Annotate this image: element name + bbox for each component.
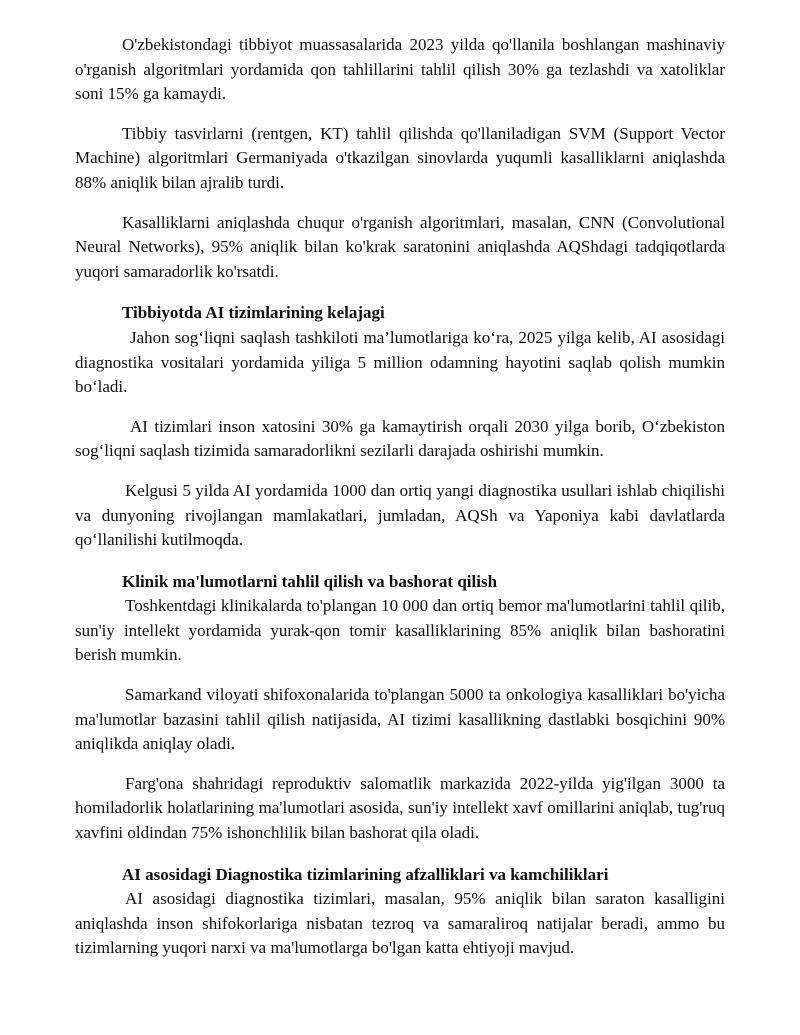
section-heading-ai-future: Tibbiyotda AI tizimlarining kelajagi — [122, 303, 385, 323]
paragraph: Kasalliklarni aniqlashda chuqur o'rganish algoritmlari, masalan, CNN (Convolutional Neural Networks), 95% aniqlik bilan ko'krak saratonini aniqlashda AQShdagi tadqiqotlarda yuqori samaradorlik ko'rsatdi. — [75, 212, 725, 281]
paragraph: AI tizimlari inson xatosini 30% ga kamaytirish orqali 2030 yilga borib, O‘zbekiston sog‘liqni saqlash tizimida samaradorlikni sezilarli darajada oshirishi mumkin. — [75, 416, 725, 461]
paragraph: Kelgusi 5 yilda AI yordamida 1000 dan ortiq yangi diagnostika usullari ishlab chiqilishi va dunyoning rivojlangan mamlakatlari, jumladan, AQSh va Yaponiya kabi davlatlarda qo‘llanilishi kutilmoqda. — [75, 480, 725, 550]
paragraph: Samarkand viloyati shifoxonalarida to'plangan 5000 ta onkologiya kasalliklari bo'yicha ma'lumotlar bazasini tahlil qilish natijasida, AI tizimi kasallikning dastlabki bosqichini 90% aniqlikda aniqlay oladi. — [75, 685, 725, 754]
section-heading-pros-cons: AI asosidagi Diagnostika tizimlarining afzalliklari va kamchiliklari — [122, 864, 609, 884]
section-heading-clinical-data: Klinik ma'lumotlarni tahlil qilish va bashorat qilish — [122, 571, 498, 591]
paragraph: Tibbiy tasvirlarni (rentgen, KT) tahlil qilishda qo'llaniladigan SVM (Support Vector Machine) algoritmlari Germaniyada o'tkazilgan sinovlarda yuqumli kasalliklarni aniqlashda 88% aniqlik bilan ajralib turdi. — [75, 123, 725, 192]
paragraph: Farg'ona shahridagi reproduktiv salomatlik markazida 2022-yilda yig'ilgan 3000 ta homiladorlik holatlarining ma'lumotlari asosida, sun'iy intellekt xavf omillarini aniqlab, tug'ruq xavfini oldindan 75% ishonchlilik bilan bashorat qila oladi. — [75, 773, 725, 843]
paragraph: O'zbekistondagi tibbiyot muassasalarida 2023 yilda qo'llanila boshlangan mashinaviy o'rganish algoritmlari yordamida qon tahlillarini tahlil qilish 30% ga tezlashdi va xatoliklar soni 15% ga kamaydi. — [75, 35, 725, 104]
paragraph: AI asosidagi diagnostika tizimlari, masalan, 95% aniqlik bilan saraton kasalligini aniqlashda inson shifokorlariga nisbatan tezroq va samaraliroq natijalar beradi, ammo bu tizimlarning yuqori narxi va ma'lumotlarga bo'lgan katta ehtiyoji mavjud. — [75, 889, 725, 958]
paragraph: Jahon sog‘liqni saqlash tashkiloti ma’lumotlariga ko‘ra, 2025 yilga kelib, AI asosidagi diagnostika vositalari yordamida yiliga 5 million odamning hayotini saqlab qolish mumkin bo‘ladi. — [75, 327, 725, 397]
paragraph: Toshkentdagi klinikalarda to'plangan 10 000 dan ortiq bemor ma'lumotlarini tahlil qilib, sun'iy intellekt yordamida yurak-qon tomir kasalliklarining 85% aniqlik bilan bashoratini berish mumkin. — [75, 596, 725, 665]
